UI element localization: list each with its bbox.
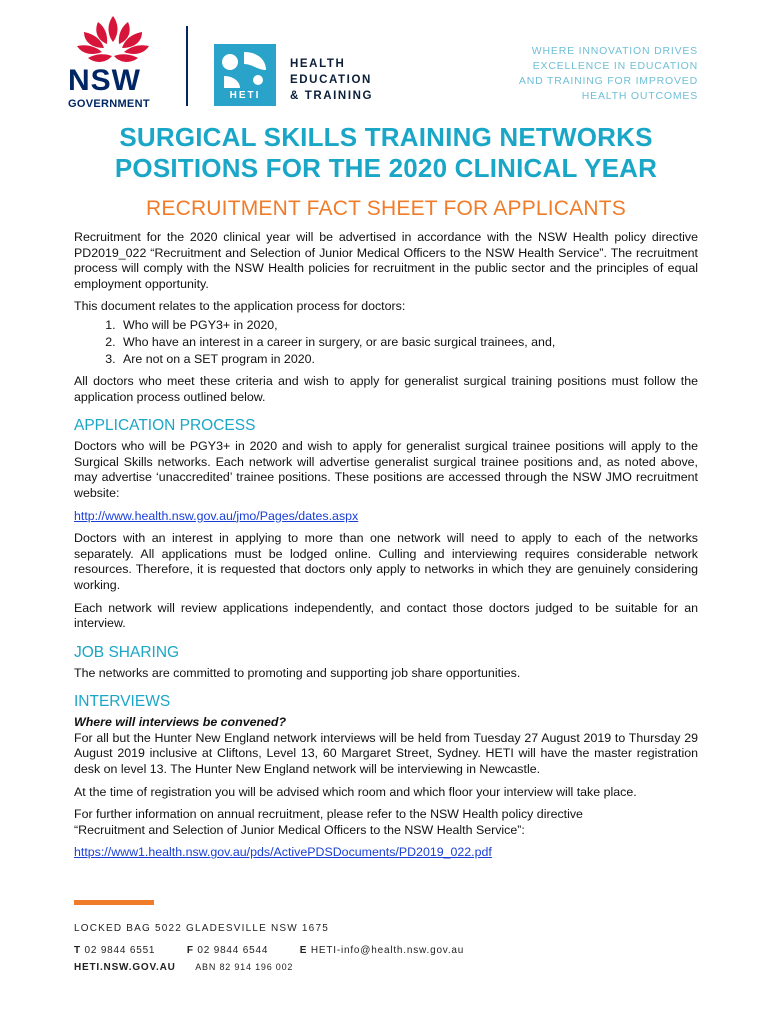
tagline-line: AND TRAINING FOR IMPROVED bbox=[518, 75, 698, 87]
postal-address: LOCKED BAG 5022 GLADESVILLE NSW 1675 bbox=[74, 923, 329, 934]
interviews-p3-line-1: For further information on annual recruitment, please refer to the NSW Health policy directive bbox=[74, 807, 583, 822]
nsw-wordmark: NSW bbox=[68, 64, 141, 97]
fax-number: 02 9844 6544 bbox=[197, 945, 269, 956]
abn: ABN 82 914 196 002 bbox=[195, 962, 294, 972]
application-link-row bbox=[74, 509, 698, 525]
letterhead bbox=[0, 0, 770, 120]
tagline-line: WHERE INNOVATION DRIVES bbox=[531, 45, 698, 57]
heti-logo bbox=[214, 44, 276, 106]
footer-accent-bar bbox=[74, 900, 154, 905]
policy-link-row bbox=[74, 845, 698, 861]
nsw-government-logo bbox=[66, 14, 162, 110]
interviews-paragraph-2: At the time of registration you will be advised which room and which floor your interview will take place. bbox=[74, 784, 637, 799]
web-row bbox=[74, 962, 698, 973]
interviews-paragraph-3 bbox=[74, 807, 698, 838]
criteria-list bbox=[74, 317, 698, 368]
document-body bbox=[74, 122, 698, 868]
interviews-p3-line-2: “Recruitment and Selection of Junior Medical Officers to the NSW Health Service”: bbox=[74, 822, 525, 837]
nsw-government-label: GOVERNMENT bbox=[68, 98, 150, 110]
interviews-paragraph-1 bbox=[74, 715, 698, 777]
email-item bbox=[300, 945, 464, 956]
jmo-recruitment-link[interactable]: http://www.health.nsw.gov.au/jmo/Pages/dates.aspx bbox=[74, 508, 359, 523]
fax-item bbox=[187, 945, 268, 956]
document-title bbox=[74, 122, 698, 184]
intro-paragraph-2: This document relates to the application process for doctors: bbox=[74, 299, 406, 314]
email-label: E bbox=[299, 945, 308, 956]
interviews-question: Where will interviews be convened? bbox=[74, 715, 287, 730]
section-heading-interviews: INTERVIEWS bbox=[74, 693, 171, 711]
title-line-1: SURGICAL SKILLS TRAINING NETWORKS bbox=[119, 122, 653, 152]
criteria-item: 2. Who have an interest in a career in surgery, or are basic surgical trainees, and, bbox=[119, 334, 698, 351]
application-paragraph-3: Each network will review applications independently, and contact those doctors judged to be suitable for an interview. bbox=[74, 600, 698, 631]
policy-directive-link[interactable]: https://www1.health.nsw.gov.au/pds/ActivePDSDocuments/PD2019_022.pdf bbox=[74, 845, 492, 860]
criteria-item: 3. Are not on a SET program in 2020. bbox=[119, 351, 698, 368]
heti-line-health: HEALTH bbox=[290, 58, 346, 70]
heti-line-education: EDUCATION bbox=[290, 74, 372, 86]
document-subtitle: RECRUITMENT FACT SHEET FOR APPLICANTS bbox=[146, 197, 626, 220]
heti-wordmark bbox=[290, 56, 373, 104]
interviews-details: For all but the Hunter New England network interviews will be held from Tuesday 27 August 2019 to Thursday 29 August 2019 inclusive at Cliftons, Level 13, 60 Margaret Street, Sydney. HETI will have the master registration desk on level 13. The Hunter New England network will be interviewing in Newcastle. bbox=[74, 730, 698, 777]
heti-tagline bbox=[519, 44, 698, 104]
tagline-line: EXCELLENCE IN EDUCATION bbox=[532, 60, 698, 72]
application-paragraph-2: Doctors with an interest in applying to more than one network will need to apply to each of the networks separately. All applications must be lodged online. Culling and interviewing requires considerable network resources. Therefore, it is requested that doctors only apply to networks in which they are genuinely considering working. bbox=[74, 531, 698, 592]
heti-box-label: HETI bbox=[229, 90, 261, 101]
footer bbox=[74, 900, 698, 973]
phone-number: 02 9844 6551 bbox=[84, 945, 156, 956]
intro-paragraph-1: Recruitment for the 2020 clinical year will be advertised in accordance with the NSW Health policy directive PD2019_022 “Recruitment and Selection of Junior Medical Officers to the NSW Health Service”. The recruitment process will comply with the NSW Health policies for recruitment in the public sector and the principles of equal employment opportunity. bbox=[74, 230, 698, 291]
tagline-line: HEALTH OUTCOMES bbox=[581, 90, 698, 102]
section-heading-job-sharing: JOB SHARING bbox=[74, 643, 180, 661]
phone-label: T bbox=[74, 945, 81, 956]
intro-paragraph-3: All doctors who meet these criteria and wish to apply for generalist surgical training positions must follow the application process outlined below. bbox=[74, 373, 698, 404]
logo-divider bbox=[186, 26, 188, 106]
email-address[interactable]: HETI-info@health.nsw.gov.au bbox=[310, 945, 465, 956]
website[interactable]: HETI.NSW.GOV.AU bbox=[74, 962, 176, 973]
contact-row bbox=[74, 945, 698, 956]
waratah-flower-icon bbox=[74, 14, 152, 66]
criteria-item: 1. Who will be PGY3+ in 2020, bbox=[119, 317, 698, 334]
fax-label: F bbox=[186, 945, 194, 956]
job-sharing-paragraph: The networks are committed to promoting and supporting job share opportunities. bbox=[74, 665, 521, 680]
application-paragraph-1: Doctors who will be PGY3+ in 2020 and wish to apply for generalist surgical trainee positions will apply to the Surgical Skills networks. Each network will advertise generalist surgical trainee positions and, as noted above, may advertise ‘unaccredited’ trainee positions. These positions are accessed through the NSW JMO recruitment website: bbox=[74, 439, 698, 500]
phone-item bbox=[74, 945, 155, 956]
heti-line-training: & TRAINING bbox=[290, 90, 374, 102]
section-heading-application: APPLICATION PROCESS bbox=[74, 417, 256, 435]
title-line-2: POSITIONS FOR THE 2020 CLINICAL YEAR bbox=[114, 153, 658, 183]
